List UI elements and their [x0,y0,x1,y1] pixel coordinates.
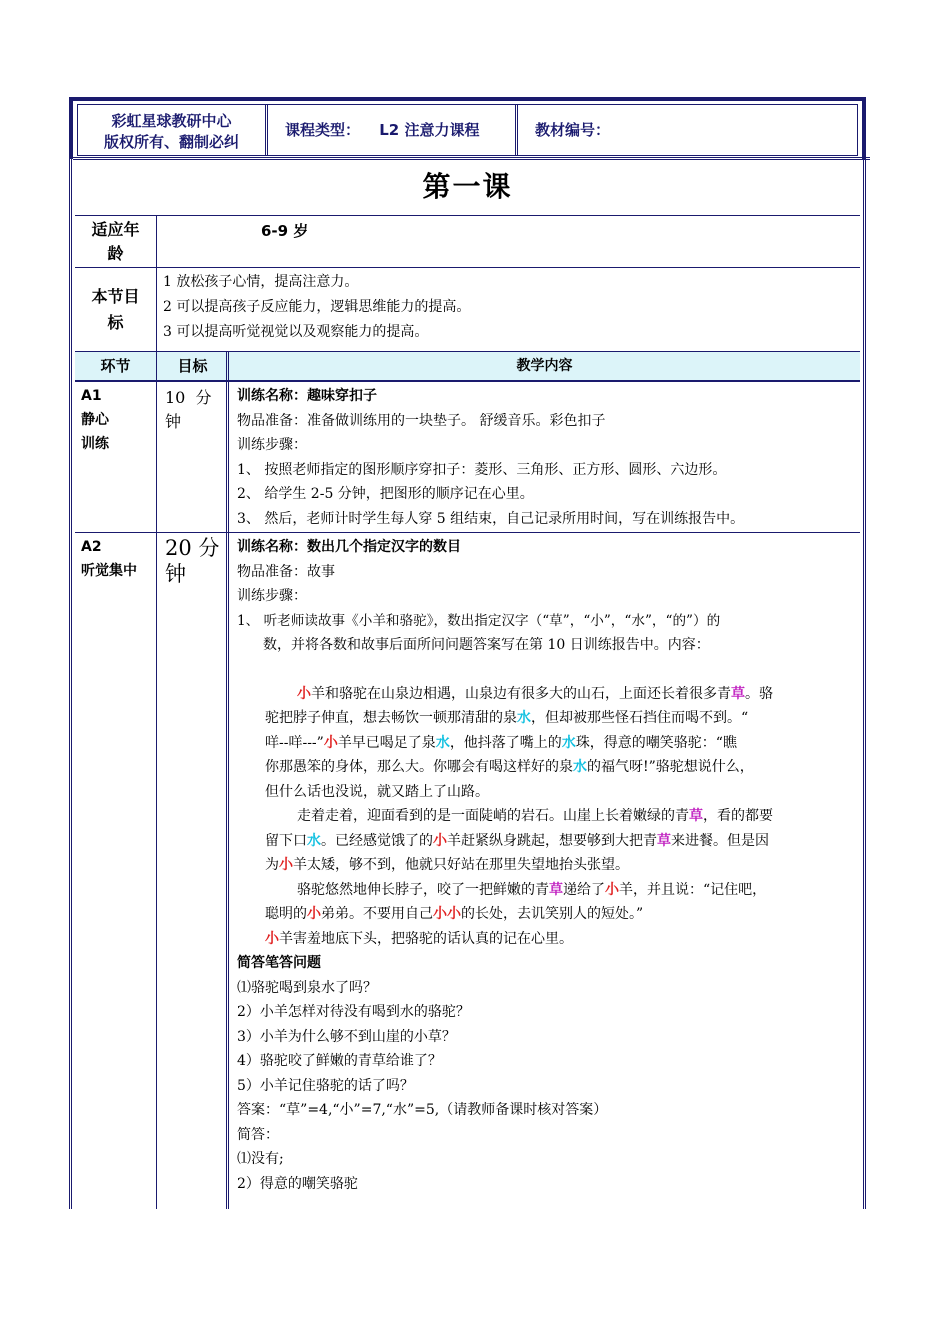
copyright-notice: 版权所有、翻制必纠 [103,133,239,151]
highlight-cao: 草 [731,685,745,702]
highlight-cao: 草 [657,832,671,849]
table-header-row [75,351,860,381]
a2-row [75,532,860,1209]
material-number-label: 教材编号： [535,121,611,139]
a1-segment [75,382,157,532]
story-line [265,682,854,707]
a1-training-name: 训练名称：趣味穿扣子 [237,388,377,404]
story-text: 聪明的 [265,906,307,922]
story-paragraph-1 [237,682,854,805]
highlight-cao: 草 [549,881,563,898]
story-text: 走着走着，迎面看到的是一面陡峭的岩石。山崖上长着嫩绿的青 [297,808,689,824]
a2-duration: 20 分 [165,536,220,560]
lesson-title: 第一课 [422,170,513,203]
highlight-xiao: 小 [297,685,311,702]
story-line [265,853,854,878]
org-name: 彩虹星球教研中心 [111,112,232,130]
story-text: 。骆 [745,685,773,702]
a2-segment [75,533,157,1209]
story-line [265,731,854,756]
story-text: ，看的都要 [703,808,773,824]
story-line [265,829,854,854]
highlight-shui: 水 [573,759,587,775]
story-text: 为 [265,857,279,873]
story-text: 羊害羞地底下头，把骆驼的话认真的记在心里。 [279,930,573,947]
a1-materials: 物品准备：准备做训练用的一块垫子。 舒缓音乐。彩色扣子 [237,412,606,429]
story-text: 。已经感觉饿了的 [321,832,433,849]
material-number-cell [523,105,853,155]
header-band [69,97,866,159]
age-value-cell [157,216,860,267]
highlight-xiao: 小小 [433,906,461,922]
a1-step: 3、 然后，老师计时学生每人穿 5 组结束，自己记录所用时间，写在训练报告中。 [237,510,745,527]
answer-key: 答案：“草”=4,“小”=7,“水”=5,（请教师备课时核对答案） [237,1102,608,1118]
a2-steps-label: 训练步骤： [237,588,307,604]
header-table [77,104,858,156]
a2-step1-line2: 数，并将各数和故事后面所问问题答案写在第 10 日训练报告中。内容： [263,637,710,653]
short-answer: 2）得意的嘲笑骆驼 [237,1175,358,1192]
highlight-xiao: 小 [265,930,279,947]
goal-item: 1 放松孩子心情，提高注意力。 [163,274,359,290]
course-type-cell [273,105,518,155]
story-text: 羊，并且说：“记住吧， [619,881,767,898]
story-text: 留下口 [265,832,307,849]
story-text: 你那愚笨的身体，那么大。你哪会有喝这样好的泉 [265,759,573,775]
goal-item: 3 可以提高听觉视觉以及观察能力的提高。 [163,324,429,340]
short-answer-label: 简答： [237,1126,279,1143]
a1-name-line2: 训练 [81,436,109,452]
highlight-shui: 水 [517,710,531,726]
a1-step: 1、 按照老师指定的图形顺序穿扣子：菱形、三角形、正方形、圆形、六边形。 [237,461,727,478]
segment-header: 环节 [75,352,157,380]
highlight-cao: 草 [689,808,703,824]
question: 4）骆驼咬了鲜嫩的青草给谁了？ [237,1053,442,1069]
a1-duration: 10 分 [165,388,212,407]
a2-materials: 物品准备：故事 [237,563,335,580]
a2-name: 听觉集中 [81,563,137,579]
goals-list [157,268,860,351]
a2-code: A2 [81,539,102,555]
story-text: 的长处，去讥笑别人的短处。” [461,906,644,922]
story-text: 递给了 [563,881,605,898]
story-text: 骆驼悠然地伸长脖子，咬了一把鲜嫩的青 [297,881,549,898]
a1-content [229,382,860,532]
goal-item: 2 可以提高孩子反应能力，逻辑思维能力的提高。 [163,299,471,315]
question: 5）小羊记住骆驼的话了吗？ [237,1077,414,1094]
age-row [75,215,860,267]
question: 2）小羊怎样对待没有喝到水的骆驼？ [237,1004,470,1020]
age-label-line1: 适应年 [91,220,140,239]
highlight-xiao: 小 [433,832,447,849]
story-line [265,804,854,829]
goals-label-line2: 标 [107,313,124,332]
org-cell [78,105,268,155]
story-text: 弟弟。不要用自己 [321,906,433,922]
story-paragraph-3 [237,878,854,927]
highlight-xiao: 小 [605,881,619,898]
a1-target [157,382,229,532]
story-text: 咩--咩---” [265,734,324,751]
content-header: 教学内容 [516,358,573,374]
story-text: ，他抖落了嘴上的 [449,734,562,751]
story-line [265,706,854,731]
age-value: 6-9 岁 [261,222,309,240]
story-line [265,902,854,927]
age-label-line2: 龄 [107,244,124,263]
course-type-value: L2 注意力课程 [379,121,480,139]
goals-row [75,267,860,351]
story-line [265,878,854,903]
story-text: 驼把脖子伸直，想去畅饮一顿那清甜的泉 [265,710,517,726]
story-line [265,755,854,780]
a2-step1-line1: 1、 听老师读故事《小羊和骆驼》，数出指定汉字（“草”，“小”，“水”，“的”）的 [237,612,721,629]
qa-title: 简答笔答问题 [237,955,321,971]
story-text: 的福气呀!”骆驼想说什么， [587,759,754,775]
highlight-shui: 水 [307,832,321,849]
story-text: 羊赶紧纵身跳起，想要够到大把青 [447,832,657,849]
story-text: 羊和骆驼在山泉边相遇，山泉边有很多大的山石，上面还长着很多青 [311,685,731,702]
a1-step: 2、 给学生 2-5 分钟，把图形的顺序记在心里。 [237,486,534,502]
highlight-xiao: 小 [323,734,338,751]
a1-code: A1 [81,388,102,404]
target-header: 目标 [157,352,229,380]
short-answer: ⑴没有; [237,1151,284,1167]
story-text: 来进餐。但是因 [671,832,769,849]
lesson-page [69,97,866,1209]
story-text: 羊太矮，够不到，他就只好站在那里失望地抬头张望。 [293,857,629,873]
a1-name-line1: 静心 [81,412,109,428]
story-paragraph-4 [237,927,854,952]
story-text: 羊早已喝足了泉 [337,734,436,751]
goals-label-line1: 本节目 [91,287,140,306]
highlight-xiao: 小 [307,906,321,922]
highlight-shui: 水 [561,734,576,751]
a2-duration-unit: 钟 [165,562,186,586]
story-text: ，但却被那些怪石挡住而喝不到。“ [531,710,749,726]
course-type-label: 课程类型： [285,121,361,139]
question: 3）小羊为什么够不到山崖的小草？ [237,1028,456,1045]
story-text: 珠，得意的嘲笑骆驼：“瞧 [575,734,737,751]
highlight-shui: 水 [435,734,450,751]
goals-label [75,268,157,351]
age-label [75,216,157,267]
a2-training-name: 训练名称：数出几个指定汉字的数目 [237,539,461,555]
story-line: 但什么话也没说，就又踏上了山路。 [265,783,489,800]
a1-row [75,381,860,532]
highlight-xiao: 小 [279,857,293,873]
story-paragraph-2 [237,804,854,878]
a2-content [229,533,860,1209]
a1-steps-label: 训练步骤： [237,437,307,453]
a1-duration-unit: 钟 [165,412,182,431]
spacer [237,658,854,682]
a2-target [157,533,229,1209]
question: ⑴骆驼喝到泉水了吗？ [237,979,377,996]
